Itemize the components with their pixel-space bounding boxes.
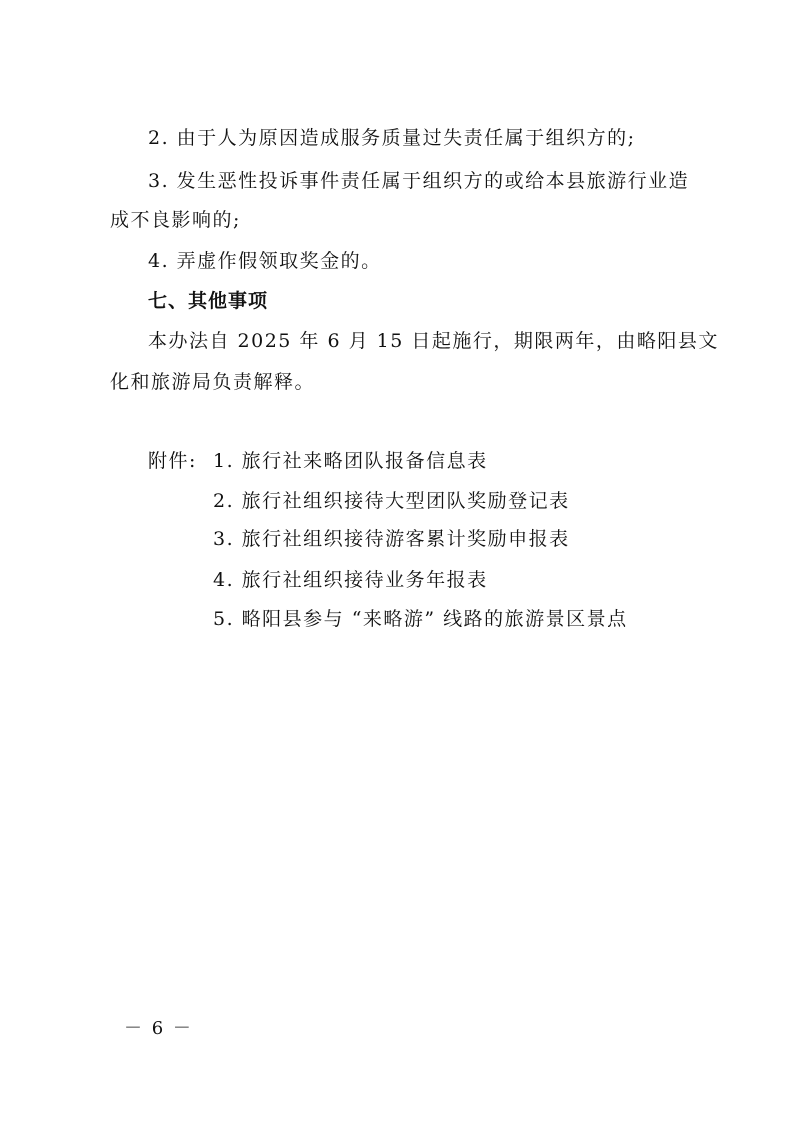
page-number: － 6 － <box>124 1018 193 1039</box>
item-3-text: 3. 发生恶性投诉事件责任属于组织方的或给本县旅游行业造 <box>148 170 690 192</box>
attachment-item: 5. 略阳县参与 “来略游” 线路的旅游景区景点 <box>213 608 628 630</box>
attachment-item: 1. 旅行社来略团队报备信息表 <box>213 450 488 472</box>
item-4-text: 4. 弄虚作假领取奖金的。 <box>148 250 382 272</box>
attachment-item: 2. 旅行社组织接待大型团队奖励登记表 <box>213 490 570 512</box>
attachments-label: 附件: <box>148 450 197 472</box>
attachment-item: 3. 旅行社组织接待游客累计奖励申报表 <box>213 528 570 550</box>
item-3-continuation: 成不良影响的; <box>110 209 241 231</box>
item-2-text: 2. 由于人为原因造成服务质量过失责任属于组织方的; <box>148 127 636 149</box>
closing-paragraph-line-1: 本办法自 2025 年 6 月 15 日起施行，期限两年，由略阳县文 <box>148 330 719 352</box>
closing-paragraph-line-2: 化和旅游局负责解释。 <box>110 371 316 393</box>
section-heading: 七、其他事项 <box>148 290 269 312</box>
attachment-item: 4. 旅行社组织接待业务年报表 <box>213 569 488 591</box>
